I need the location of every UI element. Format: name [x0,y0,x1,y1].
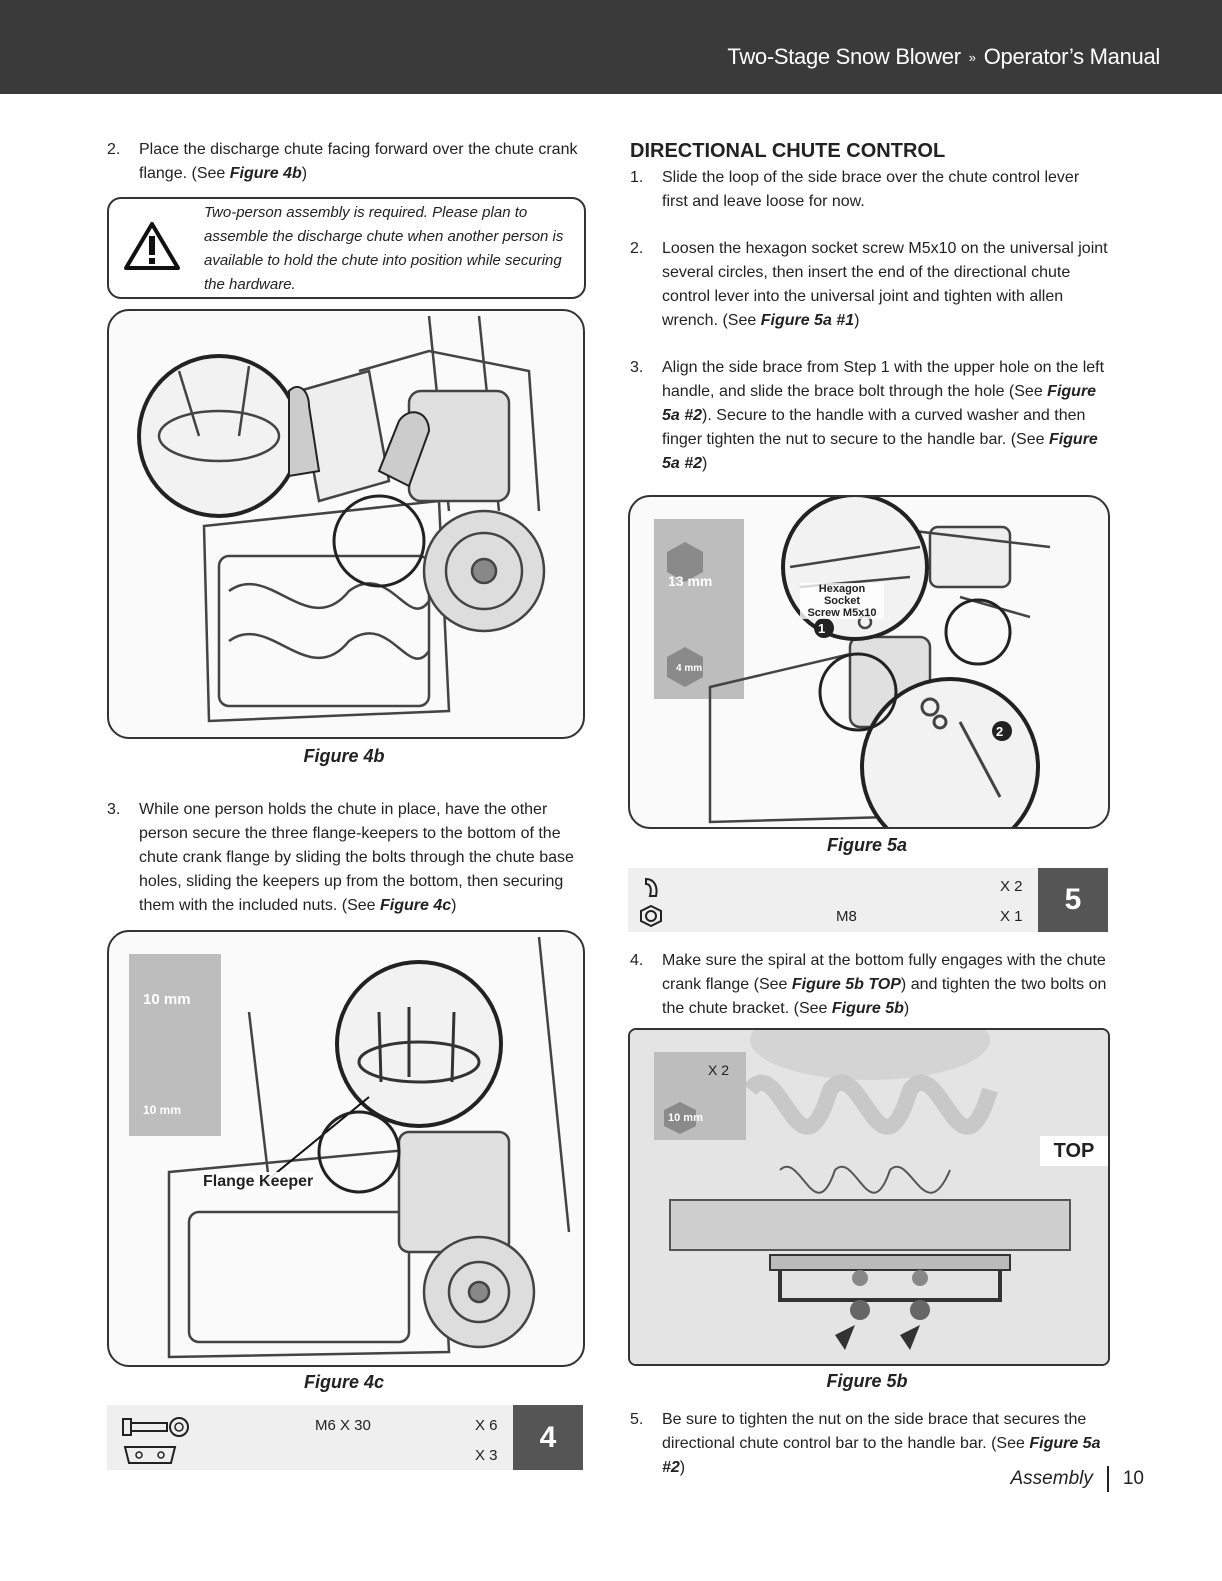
step-number: 3. [107,801,121,818]
figure-5b-caption: Figure 5b [826,1371,908,1391]
tool-size-label: 13 mm [668,573,713,589]
hardware-row [628,904,1108,928]
hardware-row [628,874,1108,898]
figure-5a-image [628,495,1110,829]
figure-ref: Figure 5b TOP [791,976,901,993]
flange-keeper-label: Flange Keeper [203,1173,314,1190]
warning-text: Two-person assembly is required. Please plan to assemble the discharge chute when another person is available to hold the chute into position while securing the hardware. [204,204,564,293]
step-text: Place the discharge chute facing forward over the chute crank flange. (See Figure 4b) [139,141,578,182]
tool-qty-label: X 2 [708,1062,730,1078]
warning-box [107,197,586,299]
tool-size-label: 4 mm [676,663,703,674]
step-number: 1. [630,169,644,186]
step-text: While one person holds the chute in place, have the other person secure the three flange-keepers to the bottom of the chute crank flange by sliding the bolts through the chute base holes, sliding the keepers up from the bottom, then securing them with the included nuts. (See Figure 4c) [139,801,574,914]
figure-4c-caption: Figure 4c [303,1372,385,1392]
step-number: 2. [630,240,644,257]
figure-5a-caption: Figure 5a [826,835,908,855]
figure-ref: Figure 5a #2 [662,383,1097,424]
step-text: Align the side brace from Step 1 with the upper hole on the left handle, and slide the brace bolt through the hole (See Figure 5a #2). Secure to the handle with a curved washer and then finger tighten the nut to secure to the handle bar. (See Figure 5a #2) [662,359,1105,472]
header-manual: Operator’s Manual [983,44,1160,69]
step-number: 5. [630,1411,644,1428]
figure-ref: Figure 5b [831,1000,904,1017]
figure-ref: Figure 5a #2 [662,431,1098,472]
page-footer [1011,1466,1145,1492]
hardware-qty: X 6 [475,1417,498,1434]
curved-washer-icon [640,876,664,900]
step-badge: 4 [513,1405,583,1470]
bolt-nut-icon [121,1415,191,1439]
step-text: Loosen the hexagon socket screw M5x10 on the universal joint several circles, then insert the end of the directional chute control lever into the universal joint and tighten with allen wrench. (See Figure 5a #1) [662,240,1108,329]
step-text: Be sure to tighten the nut on the side brace that secures the directional chute control bar to the handle bar. (See Figure 5a #2) [662,1411,1101,1476]
page-number: 10 [1122,1468,1144,1490]
figure-4c-image [107,930,585,1367]
tool-size-label: 10 mm [143,991,191,1008]
hexagon-screw-label: Hexagon Socket Screw M5x10 [800,583,884,619]
figure-ref: Figure 4c [380,897,452,914]
footer-divider [1107,1466,1109,1492]
page-header [0,0,1222,94]
header-separator: » [968,50,976,65]
hardware-spec: M8 [836,908,857,925]
hardware-table-4 [107,1405,583,1470]
hardware-row [107,1413,583,1437]
step-number: 2. [107,141,121,158]
callout-1: 1 [818,621,826,636]
figure-ref: Figure 4b [229,165,302,182]
hardware-row [107,1443,583,1467]
top-view-label: TOP [1040,1136,1108,1166]
tool-size-label: 10 mm [668,1112,703,1124]
figure-ref: Figure 5a #2 [662,1435,1101,1476]
figure-4b-caption: Figure 4b [303,746,385,766]
step-text: Make sure the spiral at the bottom fully engages with the chute crank flange (See Figure 5b TOP) and tighten the two bolts on the chute bracket. (See Figure 5b) [662,952,1107,1017]
section-title: DIRECTIONAL CHUTE CONTROL [630,140,946,162]
figure-4b-image [107,309,585,739]
step-number: 3. [630,359,644,376]
step-badge: 5 [1038,868,1108,932]
step-text: Slide the loop of the side brace over the chute control lever first and leave loose for now. [662,169,1080,210]
step-number: 4. [630,952,644,969]
hardware-spec: M6 X 30 [315,1417,371,1434]
callout-2: 2 [996,724,1004,739]
header-title [727,44,1160,70]
hardware-qty: X 3 [475,1447,498,1464]
figure-ref: Figure 5a #1 [760,312,855,329]
hex-nut-icon [638,904,664,928]
flange-keeper-icon [121,1443,181,1467]
hardware-qty: X 1 [1000,908,1023,925]
footer-section: Assembly [1010,1468,1093,1490]
hardware-qty: X 2 [1000,878,1023,895]
warning-icon [124,221,180,276]
hardware-table-5 [628,868,1108,932]
figure-5b-image [628,1028,1110,1366]
header-product: Two-Stage Snow Blower [727,44,961,69]
tool-size-label: 10 mm [143,1103,182,1117]
